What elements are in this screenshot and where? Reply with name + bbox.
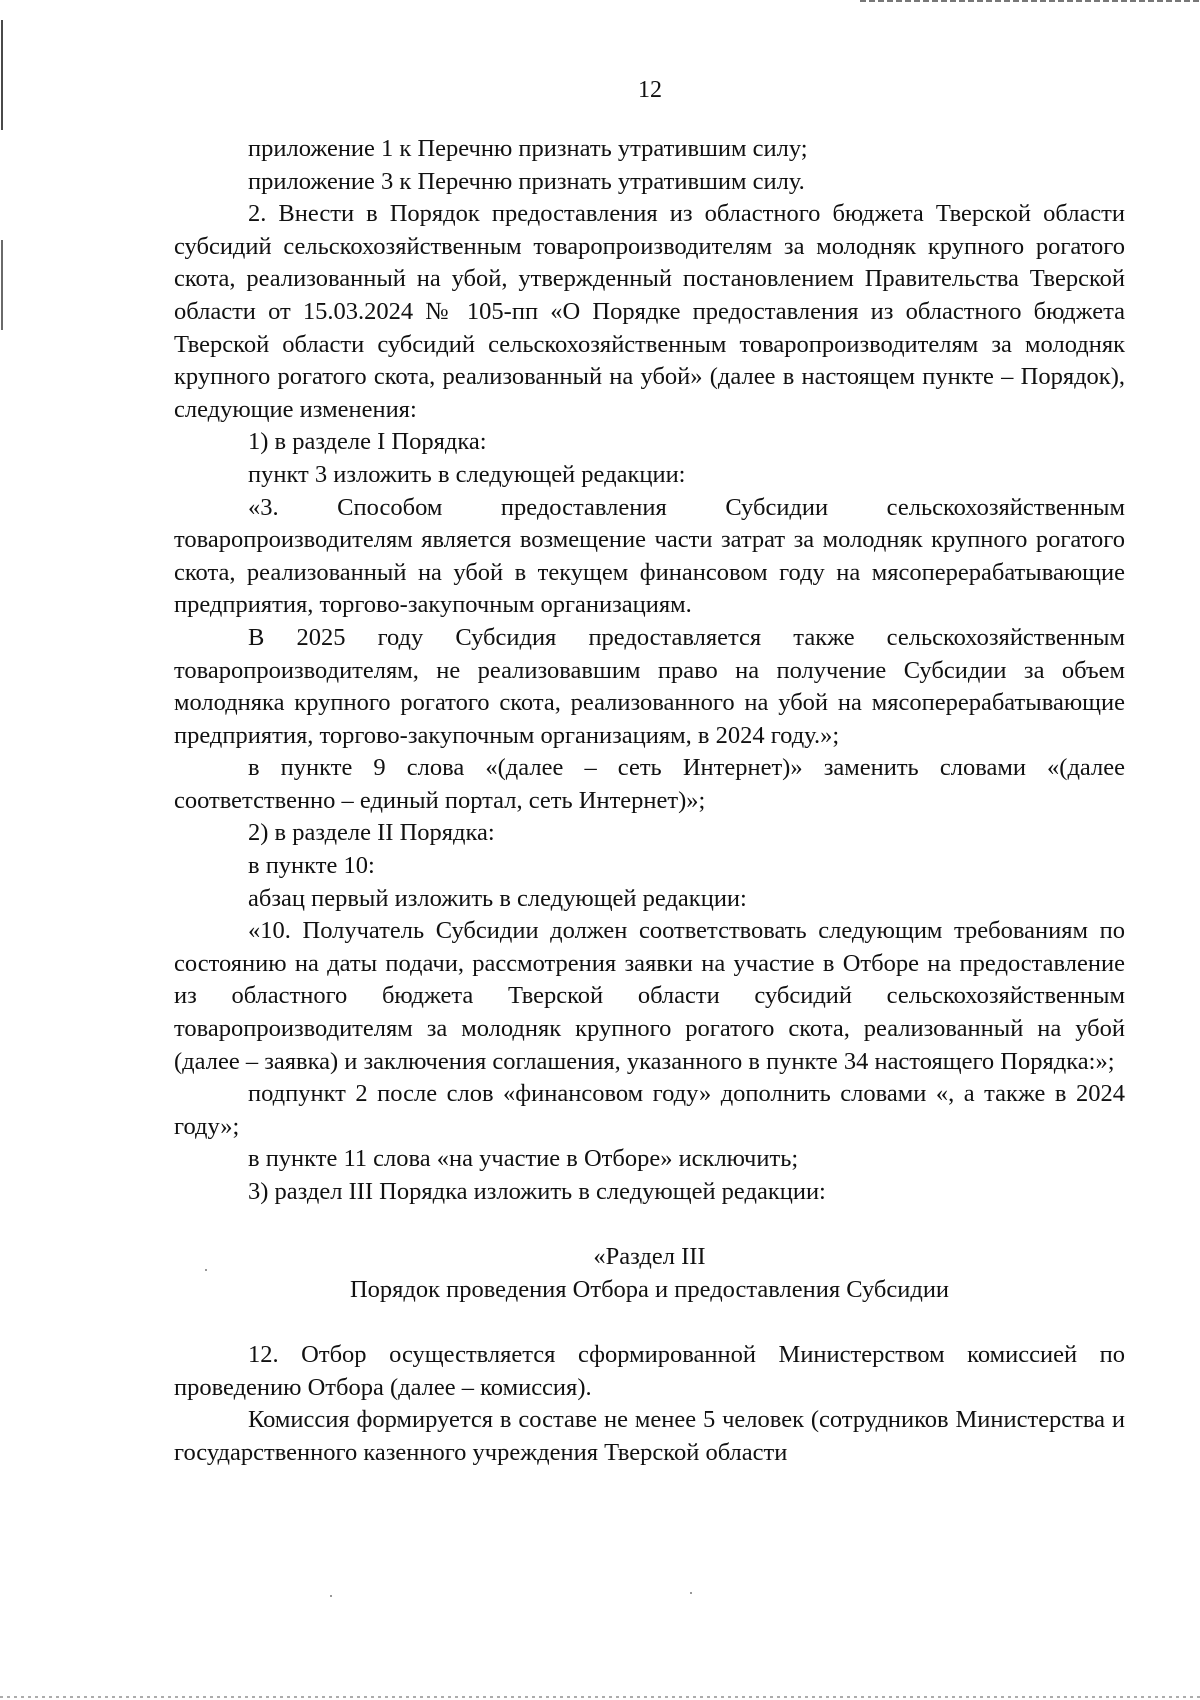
scan-edge-mark (1, 20, 3, 130)
paragraph: «10. Получатель Субсидии должен соответствовать следующим требованиям по состоянию на даты подачи, рассмотрения заявки на участие в Отборе на предоставление из областного бюджета Тверской области субсидий сельскохозяйственным товаропроизводителям за молодняк крупного рогатого скота, реализованный на убой (далее – заявка) и заключения соглашения, указанного в пункте 34 настоящего Порядка:»; (174, 917, 1125, 1075)
paragraph: 12. Отбор осуществляется сформированной Министерством комиссией по проведению Отбора (далее – комиссия). (174, 1340, 1125, 1401)
paragraph: пункт 3 изложить в следующей редакции: (248, 460, 686, 488)
paragraph: приложение 3 к Перечню признать утратившим силу. (248, 167, 805, 195)
spacer (174, 1306, 1125, 1339)
scan-edge-mark (1, 240, 3, 330)
document-body (174, 133, 1125, 1469)
paragraph: подпункт 2 после слов «финансовом году» дополнить словами «, а также в 2024 году»; (174, 1080, 1125, 1140)
section-heading-title: «Раздел III (593, 1243, 706, 1271)
paragraph: «3. Способом предоставления Субсидии сельскохозяйственным товаропроизводителям является возмещение части затрат за молодняк крупного рогатого скота, реализованный на убой в текущем финансовом году на мясоперерабатывающие предприятия, торгово-закупочным организациям. (174, 493, 1125, 619)
paragraph: абзац первый изложить в следующей редакции: (248, 884, 747, 912)
paragraph: 3) раздел III Порядка изложить в следующей редакции: (248, 1178, 826, 1205)
scan-speck (690, 1592, 692, 1594)
paragraph: 1) в разделе I Порядка: (248, 428, 487, 456)
spacer (174, 1209, 1125, 1242)
scan-edge-mark (0, 1696, 1200, 1698)
scan-edge-mark (860, 0, 1200, 2)
paragraph: в пункте 10: (248, 852, 375, 880)
paragraph: 2. Внести в Порядок предоставления из областного бюджета Тверской области субсидий сельскохозяйственным товаропроизводителям за молодняк крупного рогатого скота, реализованный на убой, утвержденный постановлением Правительства Тверской области от 15.03.2024 № 105-пп «О Порядке предоставления из областного бюджета Тверской области субсидий сельскохозяйственным товаропроизводителям за молодняк крупного рогатого скота, реализованный на убой» (далее в настоящем пункте – Порядок), следующие изменения: (174, 200, 1125, 423)
paragraph: 2) в разделе II Порядка: (248, 819, 495, 847)
paragraph: В 2025 году Субсидия предоставляется также сельскохозяйственным товаропроизводителям, не реализовавшим право на получение Субсидии за объем молодняка крупного рогатого скота, реализованного на убой на мясоперерабатывающие предприятия, торгово-закупочным организациям, в 2024 году.»; (174, 623, 1125, 749)
paragraph: в пункте 9 слова «(далее – сеть Интернет)» заменить словами «(далее соответственно – единый портал, сеть Интернет)»; (174, 754, 1125, 814)
page-number: 12 (638, 77, 662, 103)
scan-speck (330, 1595, 332, 1597)
paragraph: в пункте 11 слова «на участие в Отборе» исключить; (248, 1145, 799, 1173)
paragraph: Комиссия формируется в составе не менее 5 человек (сотрудников Министерства и государственного казенного учреждения Тверской области (174, 1406, 1125, 1466)
section-heading-subtitle: Порядок проведения Отбора и предоставления Субсидии (349, 1275, 950, 1303)
paragraph: приложение 1 к Перечню признать утратившим силу; (248, 135, 808, 162)
